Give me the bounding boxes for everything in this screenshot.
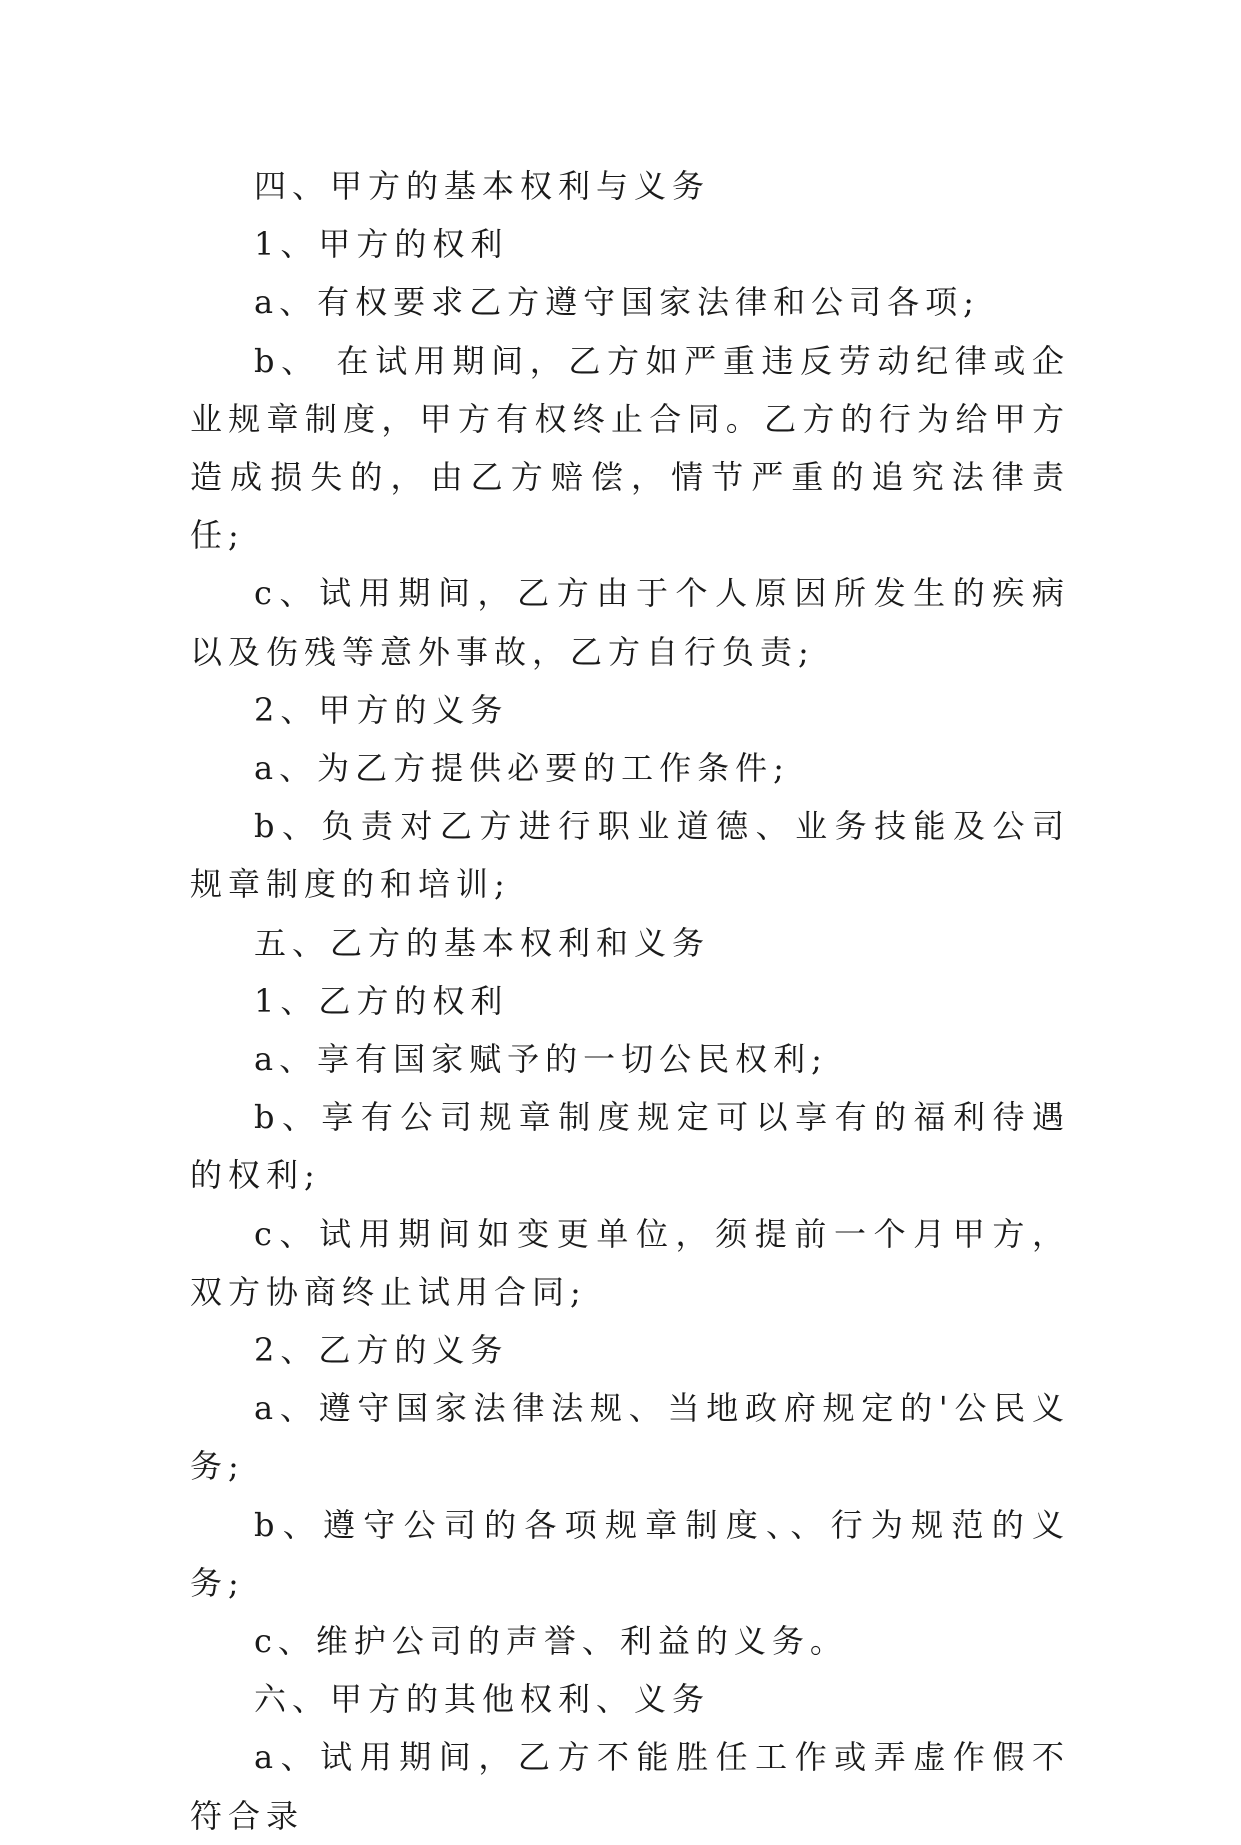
paragraph: a、试用期间，乙方不能胜任工作或弄虚作假不符合录 [190, 1738, 1070, 1835]
paragraph: b、 在试用期间，乙方如严重违反劳动纪律或企业规章制度，甲方有权终止合同。乙方的行为给甲方造成损失的，由乙方赔偿，情节严重的追究法律责任; [190, 341, 1070, 555]
section-heading-6: 六、甲方的其他权利、义务 [254, 1680, 711, 1719]
paragraph: a、享有国家赋予的一切公民权利; [254, 1040, 828, 1079]
paragraph: b、遵守公司的各项规章制度、、行为规范的义务; [190, 1505, 1070, 1602]
document-body [190, 157, 1070, 1845]
section-heading-4: 四、甲方的基本权利与义务 [254, 167, 711, 205]
subheading-party-b-rights: 1、乙方的权利 [254, 981, 509, 1020]
paragraph: c、试用期间，乙方由于个人原因所发生的疾病以及伤残等意外事故，乙方自行负责; [190, 574, 1070, 671]
subheading-party-a-rights: 1、甲方的权利 [254, 225, 509, 264]
subheading-party-a-obligations: 2、甲方的义务 [254, 690, 509, 729]
paragraph: c、试用期间如变更单位，须提前一个月甲方，双方协商终止试用合同; [190, 1214, 1070, 1311]
paragraph: c、维护公司的声誉、利益的义务。 [254, 1622, 848, 1661]
paragraph: a、遵守国家法律法规、当地政府规定的'公民义务; [190, 1389, 1070, 1486]
paragraph: a、为乙方提供必要的工作条件; [254, 749, 790, 788]
section-heading-5: 五、乙方的基本权利和义务 [254, 923, 711, 962]
paragraph: b、负责对乙方进行职业道德、业务技能及公司规章制度的和培训; [190, 807, 1070, 904]
subheading-party-b-obligations: 2、乙方的义务 [254, 1331, 509, 1370]
paragraph: b、享有公司规章制度规定可以享有的福利待遇的权利; [190, 1098, 1070, 1195]
paragraph: a、有权要求乙方遵守国家法律和公司各项; [254, 283, 980, 322]
